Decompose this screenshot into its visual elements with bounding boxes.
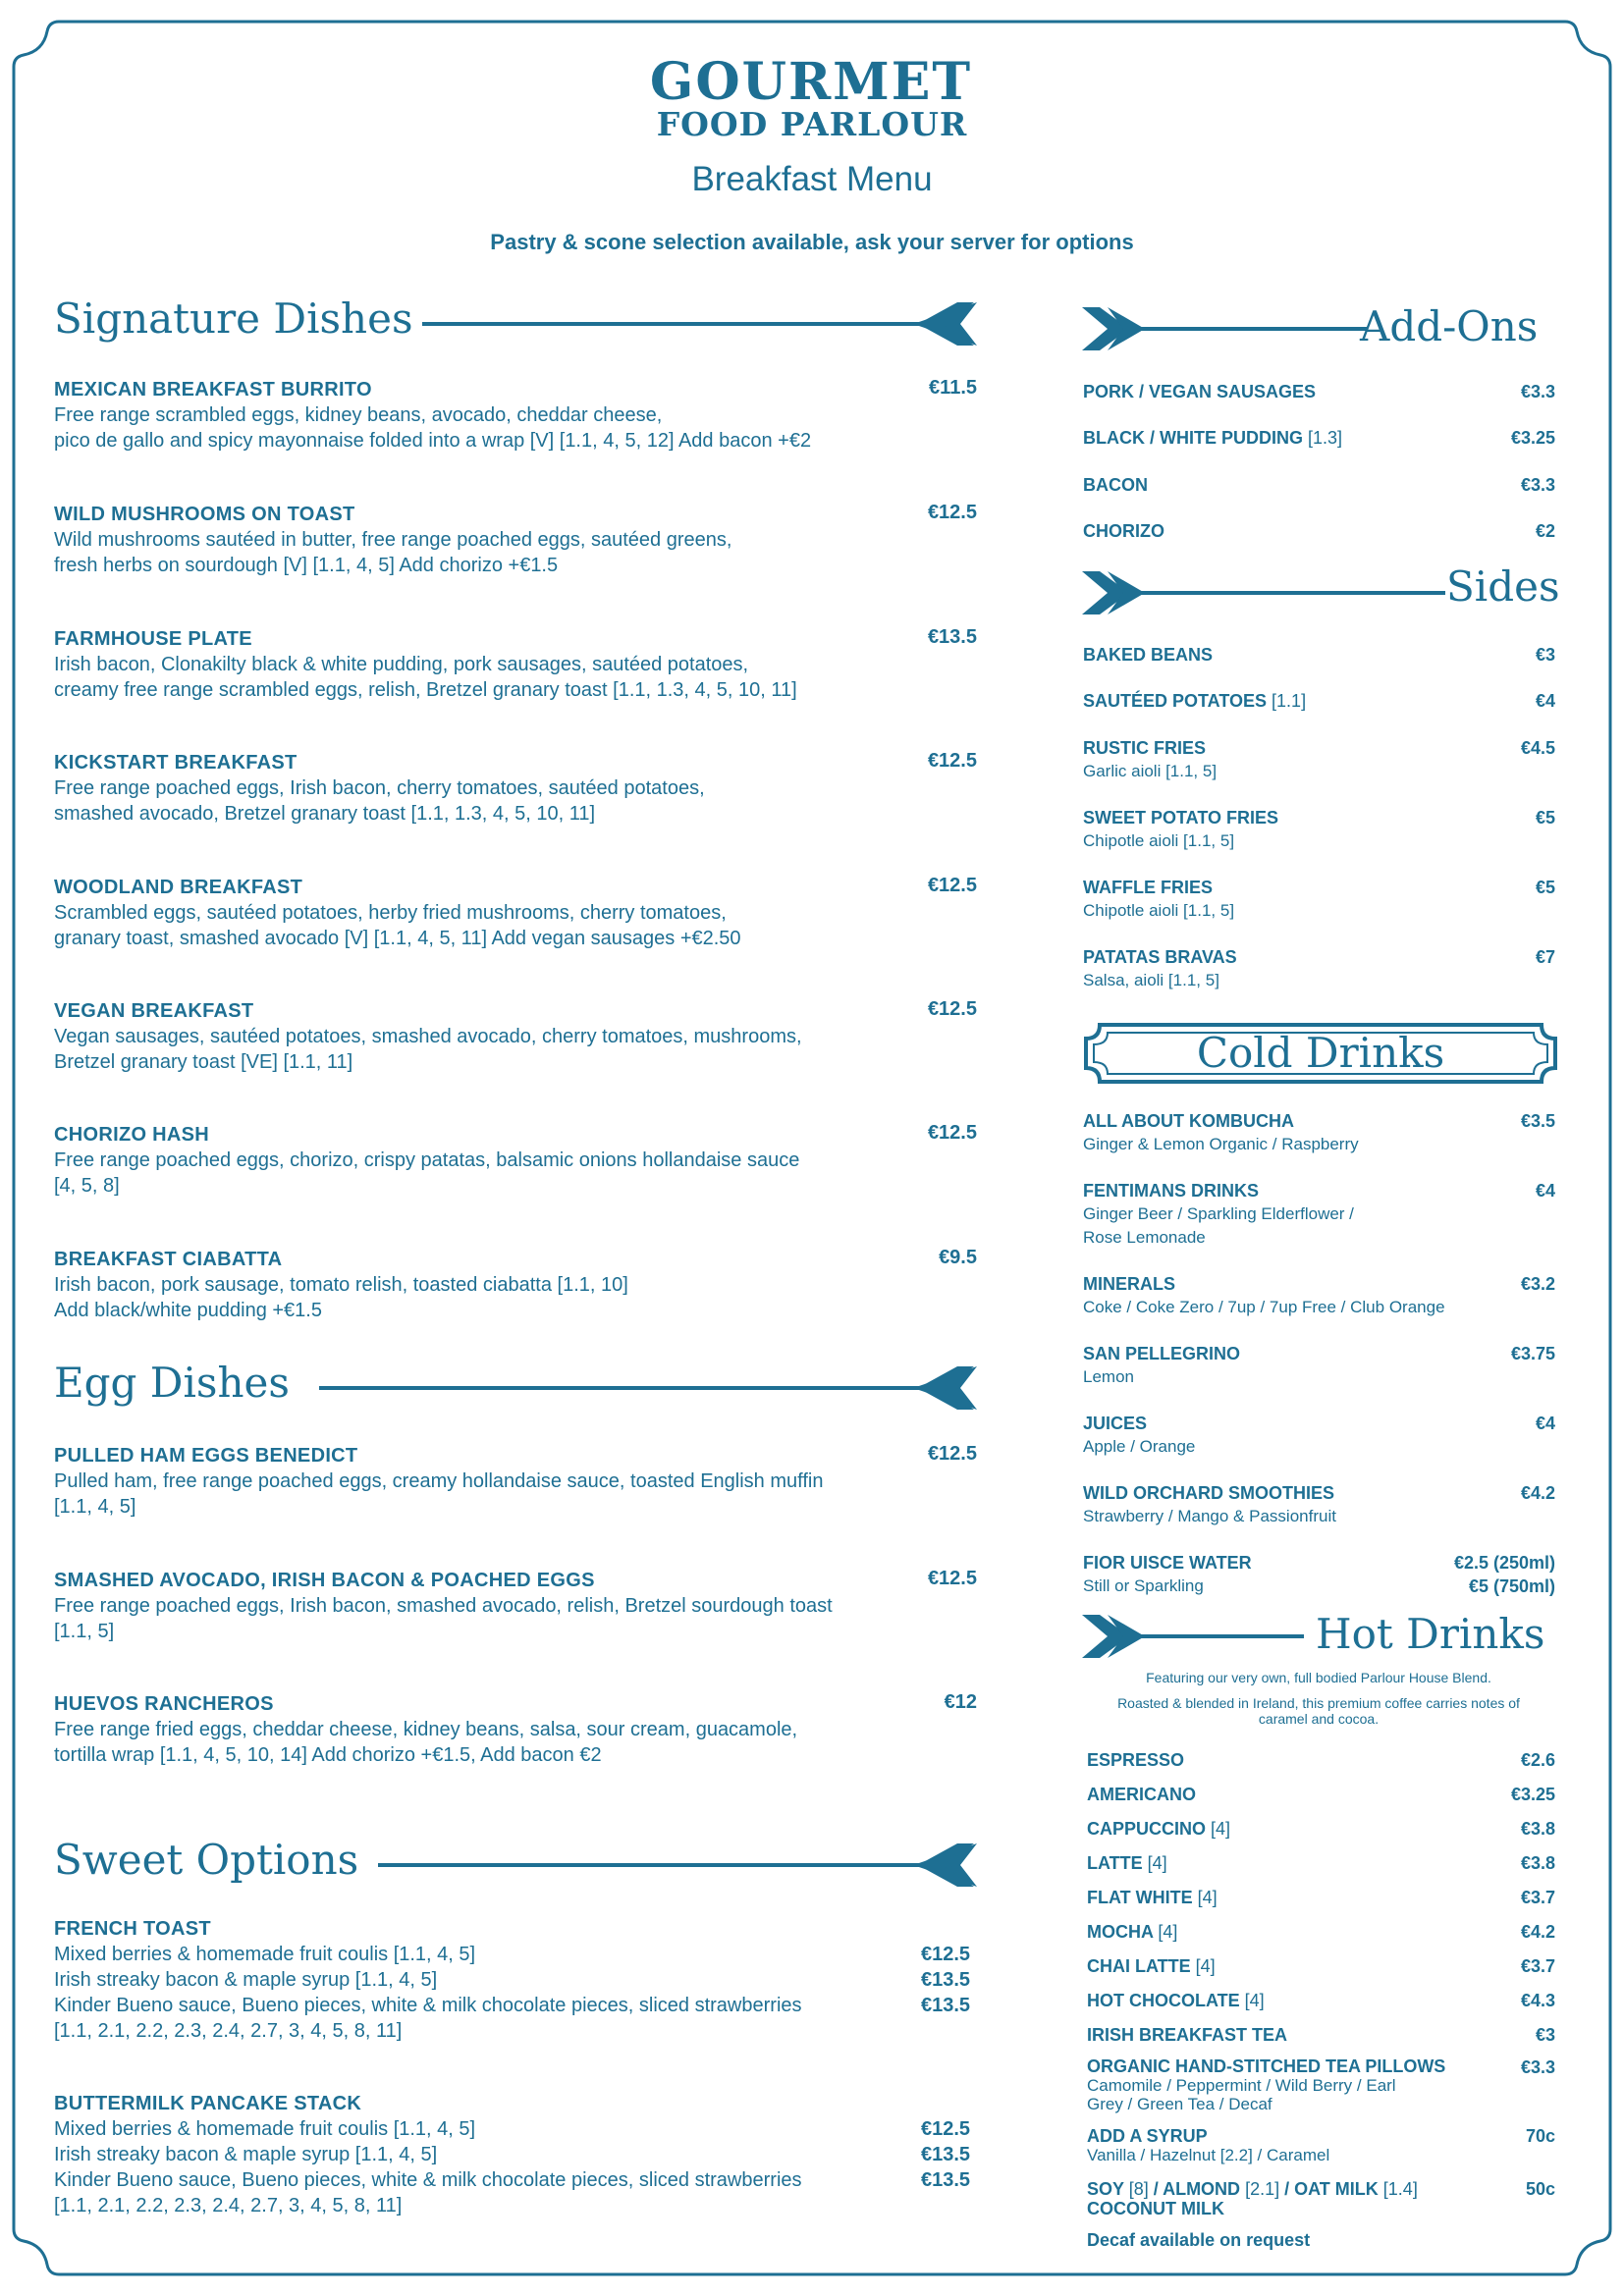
- dish-description: Irish streaky bacon & maple syrup [1.1, 4, 5]: [54, 2144, 438, 2165]
- drink-price-large: €5 (750ml): [1468, 1576, 1555, 1596]
- addon-name: PORK / VEGAN SAUSAGES: [1083, 382, 1317, 401]
- drink-price: [1408, 1551, 1555, 1598]
- tea-price: €3.3: [1520, 2057, 1555, 2077]
- drink-name: JUICES: [1083, 1414, 1148, 1433]
- drink-description: Ginger Beer / Sparkling Elderflower /: [1083, 1204, 1354, 1223]
- side-price: €5: [1535, 878, 1555, 897]
- side-name: SAUTÉED POTATOES [1.1]: [1083, 691, 1307, 711]
- hot-drink-price: €3.8: [1520, 1819, 1555, 1839]
- dish-description: [1.1, 2.1, 2.2, 2.3, 2.4, 2.7, 3, 4, 5, 8, 11]: [54, 2020, 403, 2042]
- drink-price: €3.2: [1520, 1274, 1555, 1294]
- dish-item: [54, 750, 977, 827]
- drink-name: MINERALS: [1083, 1274, 1175, 1294]
- addon-price: €3.3: [1520, 382, 1555, 401]
- dish-description: pico de gallo and spicy mayonnaise folded into a wrap [V] [1.1, 4, 5, 12] Add bacon +€2: [54, 430, 812, 452]
- dish-description: creamy free range scrambled eggs, relish, Bretzel granary toast [1.1, 1.3, 4, 5, 10, 11]: [54, 679, 797, 701]
- dish-description: Kinder Bueno sauce, Bueno pieces, white & milk chocolate pieces, sliced strawberries: [54, 2169, 802, 2191]
- coffee-note: [1083, 1670, 1554, 1727]
- drink-price: €3.75: [1510, 1344, 1555, 1363]
- dish-description: Mixed berries & homemade fruit coulis [1.1, 4, 5]: [54, 1944, 476, 1965]
- arrowhead-icon: [378, 1836, 982, 1895]
- arrow-right-icon: [1080, 299, 1375, 358]
- drink-description: Apple / Orange: [1083, 1437, 1196, 1456]
- dish-description: [4, 5, 8]: [54, 1175, 120, 1197]
- dish-price: €12.5: [927, 1568, 977, 1589]
- dish-description: Irish bacon, pork sausage, tomato relish, toasted ciabatta [1.1, 10]: [54, 1274, 628, 1296]
- addon-name: BLACK / WHITE PUDDING [1.3]: [1083, 428, 1343, 448]
- side-price: €5: [1535, 808, 1555, 828]
- drink-price: €4: [1535, 1181, 1555, 1201]
- dish-description: Vegan sausages, sautéed potatoes, smashed avocado, cherry tomatoes, mushrooms,: [54, 1026, 802, 1047]
- hot-drink-name: AMERICANO: [1087, 1785, 1196, 1804]
- hot-drink-price: €3.25: [1510, 1785, 1555, 1804]
- drink-price: €3.5: [1520, 1111, 1555, 1131]
- side-description: Chipotle aioli [1.1, 5]: [1083, 901, 1235, 920]
- pastry-note: Pastry & scone selection available, ask your server for options: [490, 230, 1134, 254]
- dish-description: Free range scrambled eggs, kidney beans, avocado, cheddar cheese,: [54, 404, 663, 426]
- dish-price: €11.5: [929, 377, 977, 399]
- dish-price: €12: [944, 1691, 977, 1713]
- addon-name: CHORIZO: [1083, 521, 1164, 541]
- syrup-description: Vanilla / Hazelnut [2.2] / Caramel: [1087, 2146, 1330, 2164]
- milk-coconut: COCONUT MILK: [1087, 2199, 1224, 2218]
- dish-item: [54, 1443, 977, 1520]
- drink-price-small: €2.5 (250ml): [1453, 1553, 1555, 1573]
- hot-drink-price: €3.8: [1520, 1853, 1555, 1873]
- dish-name: BREAKFAST CIABATTA: [54, 1249, 283, 1270]
- dish-item: [54, 1247, 977, 1323]
- drink-description: Strawberry / Mango & Passionfruit: [1083, 1507, 1336, 1525]
- dish-description: granary toast, smashed avocado [V] [1.1, 4, 5, 11] Add vegan sausages +€2.50: [54, 928, 741, 949]
- syrup-name: ADD A SYRUP: [1087, 2126, 1208, 2146]
- dish-description: Wild mushrooms sautéed in butter, free range poached eggs, sautéed greens,: [54, 529, 732, 551]
- section-title-sweet: Sweet Options: [54, 1836, 359, 1884]
- dish-description: Free range poached eggs, Irish bacon, smashed avocado, relish, Bretzel sourdough toast: [54, 1595, 833, 1617]
- side-name: WAFFLE FRIES: [1083, 878, 1213, 897]
- drink-description: Rose Lemonade: [1083, 1228, 1206, 1247]
- arrowhead-icon: [319, 1359, 982, 1417]
- side-name: SWEET POTATO FRIES: [1083, 808, 1279, 828]
- side-price: €7: [1535, 947, 1555, 967]
- milk-options: SOY [8] / ALMOND [2.1] / OAT MILK [1.4]: [1087, 2179, 1418, 2199]
- milk-price: 50c: [1525, 2179, 1555, 2199]
- side-description: Salsa, aioli [1.1, 5]: [1083, 971, 1219, 989]
- dish-price: €12.5: [921, 1944, 971, 1965]
- section-title-signature: Signature Dishes: [54, 294, 413, 343]
- hot-drink-name: IRISH BREAKFAST TEA: [1087, 2025, 1288, 2045]
- coffee-note-line: Featuring our very own, full bodied Parlour House Blend.: [1146, 1670, 1491, 1685]
- dish-description: [1.1, 5]: [54, 1621, 115, 1642]
- side-price: €4.5: [1520, 738, 1555, 758]
- dish-description: [1.1, 2.1, 2.2, 2.3, 2.4, 2.7, 3, 4, 5, 8, 11]: [54, 2195, 403, 2216]
- dish-item: [54, 1122, 977, 1199]
- menu-header: [0, 52, 1624, 255]
- dish-price: €13.5: [921, 1969, 971, 1991]
- section-title-hot: Hot Drinks: [1316, 1610, 1545, 1658]
- arrow-right-icon: [1080, 1607, 1311, 1666]
- dish-name: KICKSTART BREAKFAST: [54, 752, 298, 774]
- arrow-right-icon: [1080, 563, 1453, 622]
- arrowhead-icon: [422, 294, 982, 353]
- dish-name: CHORIZO HASH: [54, 1124, 210, 1146]
- dish-item: [54, 2091, 977, 2218]
- drink-name: FIOR UISCE WATER: [1083, 1553, 1252, 1573]
- side-price: €4: [1535, 691, 1555, 711]
- drink-price: €4: [1535, 1414, 1555, 1433]
- section-title-sides: Sides: [1446, 562, 1560, 611]
- dish-price: €12.5: [927, 502, 977, 523]
- addon-price: €2: [1535, 521, 1555, 541]
- brand-line-1: GOURMET: [649, 52, 973, 112]
- side-price: €3: [1535, 645, 1555, 665]
- hot-drink-name: HOT CHOCOLATE [4]: [1087, 1991, 1265, 2010]
- dish-price: €12.5: [927, 998, 977, 1020]
- hot-drink-price: €3.7: [1520, 1888, 1555, 1907]
- dish-item: [54, 1568, 977, 1644]
- side-description: Garlic aioli [1.1, 5]: [1083, 762, 1218, 780]
- dish-price: €13.5: [927, 626, 977, 648]
- dish-description: Free range fried eggs, cheddar cheese, kidney beans, salsa, sour cream, guacamole,: [54, 1719, 798, 1740]
- dish-description: smashed avocado, Bretzel granary toast [1.1, 1.3, 4, 5, 10, 11]: [54, 803, 596, 825]
- hot-drink-price: €3.7: [1520, 1956, 1555, 1976]
- dish-price: €12.5: [921, 2118, 971, 2140]
- dish-price: €12.5: [927, 1122, 977, 1144]
- dish-item: [54, 875, 977, 951]
- drink-description: Lemon: [1083, 1367, 1134, 1386]
- dish-item: [54, 626, 977, 703]
- dish-price: €9.5: [939, 1247, 977, 1268]
- price-stack: [921, 1942, 970, 2018]
- hot-drink-name: ESPRESSO: [1087, 1750, 1185, 1770]
- hot-drink-price: €4.2: [1520, 1922, 1555, 1942]
- dish-description: Scrambled eggs, sautéed potatoes, herby fried mushrooms, cherry tomatoes,: [54, 902, 727, 924]
- dish-description: Free range poached eggs, Irish bacon, cherry tomatoes, sautéed potatoes,: [54, 777, 705, 799]
- hot-drink-price: €2.6: [1520, 1750, 1555, 1770]
- decaf-note: Decaf available on request: [1087, 2230, 1311, 2250]
- dish-description: Add black/white pudding +€1.5: [54, 1300, 322, 1321]
- side-name: PATATAS BRAVAS: [1083, 947, 1237, 967]
- coffee-note-line: caramel and cocoa.: [1258, 1711, 1380, 1727]
- section-title-addons: Add-Ons: [1360, 302, 1539, 350]
- side-description: Chipotle aioli [1.1, 5]: [1083, 831, 1235, 850]
- dish-name: BUTTERMILK PANCAKE STACK: [54, 2093, 362, 2114]
- dish-name: HUEVOS RANCHEROS: [54, 1693, 274, 1715]
- dish-description: Irish streaky bacon & maple syrup [1.1, 4, 5]: [54, 1969, 438, 1991]
- dish-item: [54, 1916, 977, 2044]
- drink-description: Coke / Coke Zero / 7up / 7up Free / Club Orange: [1083, 1298, 1445, 1316]
- addon-price: €3.3: [1520, 475, 1555, 495]
- drink-name: SAN PELLEGRINO: [1083, 1344, 1241, 1363]
- dish-name: VEGAN BREAKFAST: [54, 1000, 254, 1022]
- dish-name: FRENCH TOAST: [54, 1918, 211, 1940]
- dish-name: SMASHED AVOCADO, IRISH BACON & POACHED EGGS: [54, 1570, 595, 1591]
- price-stack: [921, 2116, 970, 2193]
- menu-title: Breakfast Menu: [691, 160, 933, 198]
- dish-description: tortilla wrap [1.1, 4, 5, 10, 14] Add chorizo +€1.5, Add bacon €2: [54, 1744, 602, 1766]
- hot-drink-name: LATTE [4]: [1087, 1853, 1167, 1873]
- tea-description: Grey / Green Tea / Decaf: [1087, 2095, 1272, 2113]
- section-title-eggs: Egg Dishes: [54, 1359, 290, 1407]
- dish-item: [54, 502, 977, 578]
- addon-price: €3.25: [1510, 428, 1555, 448]
- coffee-note-line: Roasted & blended in Ireland, this premium coffee carries notes of: [1117, 1695, 1520, 1711]
- dish-description: Irish bacon, Clonakilty black & white pudding, pork sausages, sautéed potatoes,: [54, 654, 749, 675]
- dish-description: Free range poached eggs, chorizo, crispy patatas, balsamic onions hollandaise sauce: [54, 1149, 800, 1171]
- dish-price: €13.5: [921, 2144, 971, 2165]
- side-name: BAKED BEANS: [1083, 645, 1214, 665]
- dish-price: €13.5: [921, 2169, 971, 2191]
- hot-drink-name: MOCHA [4]: [1087, 1922, 1178, 1942]
- drink-name: ALL ABOUT KOMBUCHA: [1083, 1111, 1294, 1131]
- dish-description: fresh herbs on sourdough [V] [1.1, 4, 5] Add chorizo +€1.5: [54, 555, 559, 576]
- drink-price: €4.2: [1520, 1483, 1555, 1503]
- side-name: RUSTIC FRIES: [1083, 738, 1207, 758]
- hot-drink-name: CHAI LATTE [4]: [1087, 1956, 1216, 1976]
- tea-description: Camomile / Peppermint / Wild Berry / Earl: [1087, 2076, 1396, 2095]
- drink-name: WILD ORCHARD SMOOTHIES: [1083, 1483, 1334, 1503]
- dish-description: Bretzel granary toast [VE] [1.1, 11]: [54, 1051, 353, 1073]
- addon-name: BACON: [1083, 475, 1148, 495]
- dish-description: Pulled ham, free range poached eggs, creamy hollandaise sauce, toasted English muffin: [54, 1470, 824, 1492]
- dish-name: WOODLAND BREAKFAST: [54, 877, 303, 898]
- hot-drink-name: FLAT WHITE [4]: [1087, 1888, 1218, 1907]
- dish-item: [54, 998, 977, 1075]
- dish-description: [1.1, 4, 5]: [54, 1496, 136, 1518]
- hot-drink-price: €3: [1535, 2025, 1555, 2045]
- dish-name: WILD MUSHROOMS ON TOAST: [54, 504, 355, 525]
- dish-price: €12.5: [927, 1443, 977, 1465]
- syrup-price: 70c: [1525, 2126, 1555, 2146]
- dish-price: €12.5: [927, 750, 977, 772]
- hot-drink-price: €4.3: [1520, 1991, 1555, 2010]
- dish-name: FARMHOUSE PLATE: [54, 628, 252, 650]
- drink-name: FENTIMANS DRINKS: [1083, 1181, 1259, 1201]
- drink-description: Still or Sparkling: [1083, 1576, 1204, 1595]
- section-title-cold: Cold Drinks: [1196, 1029, 1445, 1077]
- dish-description: Kinder Bueno sauce, Bueno pieces, white & milk chocolate pieces, sliced strawberries: [54, 1995, 802, 2016]
- tea-name: ORGANIC HAND-STITCHED TEA PILLOWS: [1087, 2056, 1446, 2076]
- dish-item: [54, 377, 977, 454]
- drink-description: Ginger & Lemon Organic / Raspberry: [1083, 1135, 1359, 1153]
- dish-price: €12.5: [927, 875, 977, 896]
- dish-item: [54, 1691, 977, 1768]
- hot-drink-name: CAPPUCCINO [4]: [1087, 1819, 1231, 1839]
- dish-description: Mixed berries & homemade fruit coulis [1.1, 4, 5]: [54, 2118, 476, 2140]
- dish-price: €13.5: [921, 1995, 971, 2016]
- dish-name: MEXICAN BREAKFAST BURRITO: [54, 379, 372, 400]
- dish-name: PULLED HAM EGGS BENEDICT: [54, 1445, 358, 1467]
- brand-line-2: FOOD PARLOUR: [656, 105, 968, 143]
